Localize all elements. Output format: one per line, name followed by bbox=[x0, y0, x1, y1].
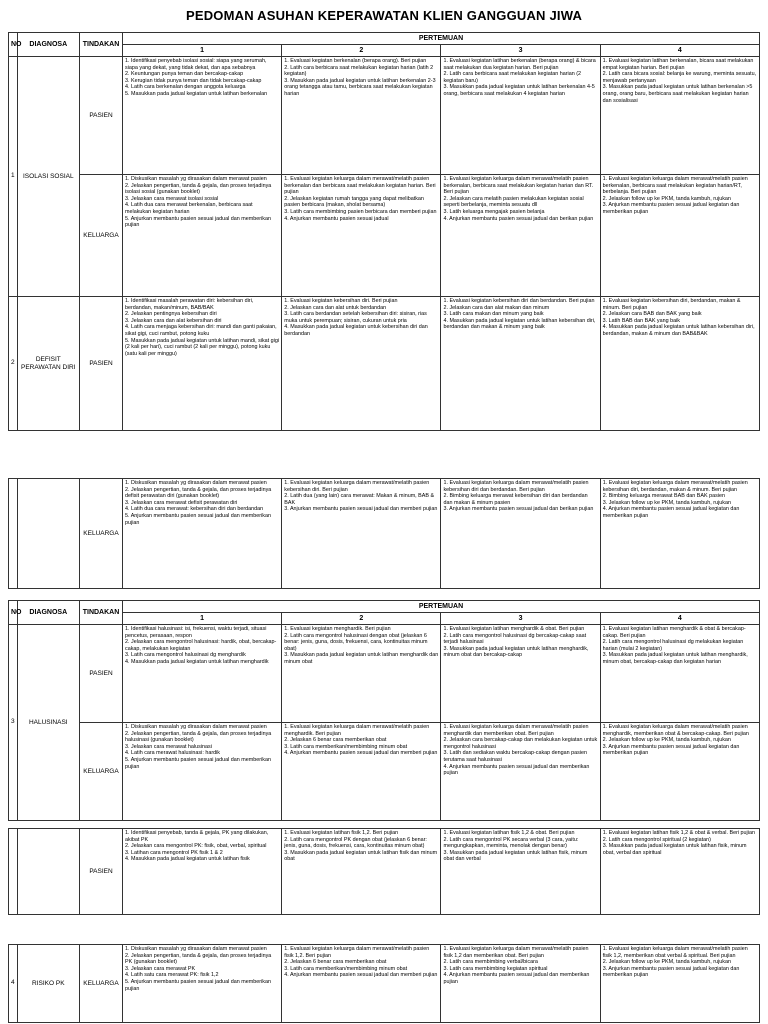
step-text: 2. Jelaskan cara melatih pasien melakukan kegiatan sosial seperti berbelanja, meminta sesuatu dll bbox=[443, 195, 584, 209]
step-text: 2. Jelaskan kegiatan rumah tangga yang dapat melibatkan pasien berbicara (makan, sholat bersama) bbox=[284, 195, 424, 209]
step-text: 2. Latih cara berbicara saat melakukan kegiatan harian (2 kegiatan baru) bbox=[443, 71, 581, 84]
meeting-cell bbox=[441, 479, 600, 589]
meeting-cell bbox=[282, 175, 441, 297]
step-text: 1. Evaluasi kegiatan kebersihan diri, berdandan, makan & minum. Beri pujian bbox=[602, 298, 741, 311]
step-text: 1. Evaluasi kegiatan latihan menghardik & obat & bercakap-cakap. Beri pujian bbox=[602, 626, 746, 639]
step-text: 1. Evaluasi kegiatan keluarga dalam merawat/melatih pasien kebersihan diri dan berdandan. Beri pujian bbox=[443, 480, 589, 493]
step-text: 2. Jelaskan 6 benar cara memberikan obat bbox=[284, 959, 387, 966]
table-isolasi-defisit bbox=[8, 32, 760, 431]
step-text: 3. Masukkan pada jadual kegiatan untuk latihan menghardik dan minum obat bbox=[284, 652, 439, 665]
step-text: 1. Evaluasi kegiatan berkenalan (berapa orang). Beri pujian bbox=[284, 58, 427, 64]
diagnosis-label: HALUSINASI bbox=[17, 625, 79, 821]
step-text: 2. Jelaskan pengertian, tanda & gejala, dan proses terjadinya halusinasi (gunakan booklet) bbox=[125, 730, 272, 744]
step-text: 3. Masukkan pada jadual kegiatan untuk latihan berkenalan 4-5 orang, berbicara saat melakukan 4 kegiatan harian bbox=[443, 84, 595, 97]
step-text: 1. Identifikasi masalah perawatan diri: kebersihan diri, berdandan, makan/minum, BAB/BAK bbox=[125, 298, 254, 311]
step-text: 2. Jelaskan pengertian, tanda & gejala, dan proses terjadinya isolasi sosial (gunakan booklet) bbox=[125, 182, 272, 196]
step-text: 4. Latih satu cara merawat PK: fisik 1,2 bbox=[125, 972, 219, 979]
step-text: 2. Latih cara mengontrol halusinasi dg melakukan kegiatan harian (mulai 2 kegiatan) bbox=[602, 639, 744, 652]
meeting-cell bbox=[282, 625, 441, 723]
step-text: 1. Evaluasi kegiatan keluarga dalam merawat/melatih pasien fisik 1,2, memberikan obat verbal & spiritual. Beri pujian bbox=[602, 946, 748, 959]
step-text: 3. Latih cara membimbing kegiatan spiritual bbox=[443, 965, 548, 972]
table-row bbox=[9, 175, 760, 297]
meeting-cell bbox=[123, 479, 282, 589]
header-meeting-4: 4 bbox=[600, 45, 759, 57]
step-text: 3. Masukkan pada jadual kegiatan untuk latihan fisik dan minum obat bbox=[284, 849, 438, 863]
step-text: 1. Evaluasi kegiatan latihan fisik 1,2. Beri pujian bbox=[284, 830, 399, 836]
step-text: 1. Evaluasi kegiatan keluarga dalam merawat/melatih pasien berkenalan dan berbicara saat melakukan kegiatan harian. Beri pujian bbox=[284, 176, 436, 196]
step-text: 3. Latih keluarga mengajak pasien belanja bbox=[443, 208, 545, 215]
action-label: KELUARGA bbox=[79, 723, 122, 821]
step-text: 4. Anjurkan membantu pasien sesuai jadual dan memberi pujian bbox=[284, 750, 438, 757]
step-text: 2. Jelaskan pengertian, tanda & gejala, dan proses terjadinya PK (gunakan booklet) bbox=[125, 952, 272, 966]
step-text: 1. Identifikasi penyebab isolasi sosial: siapa yang serumah, siapa yang dekat, yang tidak dekat, dan apa sebabnya bbox=[125, 58, 267, 71]
step-text: 1. Identifikasi halusinasi: isi, frekuensi, waktu terjadi, situasi pencetus, perasaan, respon bbox=[125, 626, 267, 639]
step-text: 3. Anjurkan membantu pasien sesuai jadual dan berikan pujian bbox=[443, 506, 594, 513]
step-text: 3. Anjurkan membantu pasien sesuai jadual kegiatan dan memberikan pujian bbox=[602, 202, 740, 215]
step-text: 3. Anjurkan membantu pasien sesuai jadual dan memberi pujian bbox=[284, 506, 438, 513]
diagnosis-empty bbox=[17, 829, 79, 915]
step-text: 3. Latihan cara mengontrol PK fisik 1 & 2 bbox=[125, 849, 223, 856]
step-text: 4. Masukkan pada jadual kegiatan untuk latihan menghardik bbox=[125, 658, 269, 665]
step-text: 2. Bimbing keluarga merawat kebersihan diri dan berdandan dan makan & minum pasien bbox=[443, 493, 588, 506]
row-number-empty bbox=[9, 829, 18, 915]
step-text: 4. Anjurkan membantu pasien sesuai jadual dan berikan pujian bbox=[443, 215, 594, 222]
step-text: 4. Latih dua cara merawat berkenalan, berbicara saat melakukan kegiatan harian bbox=[125, 202, 253, 215]
meeting-cell bbox=[123, 945, 282, 1023]
step-text: 4. Anjurkan membantu pasien sesuai jadual bbox=[284, 215, 389, 222]
action-label: PASIEN bbox=[79, 57, 122, 175]
step-text: 3. Masukkan pada jadual kegiatan untuk latihan berkenalan >5 orang, orang baru, berbicara saat melakukan kegiatan harian dan sosialisasi bbox=[602, 84, 753, 104]
step-text: 2. Bimbing keluarga merawat BAB dan BAK pasien bbox=[602, 493, 725, 500]
step-text: 1. Evaluasi kegiatan keluarga dalam merawat/melatih pasien berkenalan, berbicara saat melakukan kegiatan harian dan RT. Beri pujian bbox=[443, 176, 594, 196]
meeting-cell bbox=[123, 297, 282, 431]
step-text: 3. Latih BAB dan BAK yang baik bbox=[602, 317, 680, 324]
step-text: 1. Evaluasi kegiatan latihan fisik 1,2 & obat & verbal. Beri pujian bbox=[602, 830, 755, 836]
header-meeting-3: 3 bbox=[441, 613, 600, 625]
table-row bbox=[9, 625, 760, 723]
step-text: 2. Latih cara berbicara saat melakukan kegiatan harian (latih 2 kegiatan) bbox=[284, 64, 434, 78]
meeting-cell bbox=[600, 175, 759, 297]
meeting-cell bbox=[600, 57, 759, 175]
step-text: 2. Latih cara mengontrol spiritual (2 kegiatan) bbox=[602, 836, 711, 843]
step-text: 2. Jelaskan cara bercakap-cakap dan melakukan kegiatan untuk mengontrol halusinasi bbox=[443, 737, 598, 750]
step-text: 2. Jelaskan follow up ke PKM, tanda kambuh, rujukan bbox=[602, 737, 731, 744]
meeting-cell bbox=[282, 829, 441, 915]
action-label: KELUARGA bbox=[79, 479, 122, 589]
step-text: 4. Masukkan pada jadual kegiatan untuk latihan fisik bbox=[125, 856, 250, 863]
header-pertemuan: PERTEMUAN bbox=[123, 33, 760, 45]
row-number: 4 bbox=[9, 945, 18, 1023]
step-text: 3. Anjurkan membantu pasien sesuai jadual kegiatan dan memberikan pujian bbox=[602, 743, 740, 757]
step-text: 1. Evaluasi kegiatan keluarga dalam merawat/melatih pasien fisik 1,2. Beri pujian bbox=[284, 946, 430, 959]
action-label: PASIEN bbox=[79, 625, 122, 723]
step-text: 4. Masukkan pada jadual kegiatan untuk latihan kebersihan diri, berdandan, makan & minum dan BAB&BAK bbox=[602, 324, 755, 337]
step-text: 1. Evaluasi kegiatan keluarga dalam merawat/melatih pasien fisik 1,2 dan memberikan obat. Beri pujian bbox=[443, 946, 589, 959]
step-text: 4. Masukkan pada jadual kegiatan untuk latihan kebersihan diri, berdandan dan makan & minum yang baik bbox=[443, 317, 596, 331]
step-text: 3. Latih cara memberikan/membimbing minum obat bbox=[284, 743, 408, 750]
step-text: 2. Latih dua (yang lain) cara merawat: Makan & minum, BAB & BAK bbox=[284, 493, 435, 506]
step-text: 4. Latih cara menjaga kebersihan diri: mandi dan ganti pakaian, sikat gigi, cuci rambut, potong kuku bbox=[125, 324, 277, 337]
header-tindakan: TINDAKAN bbox=[79, 601, 122, 625]
step-text: 2. Latih cara mengontrol halusinasi dg bercakap-cakap saat terjadi halusinasi bbox=[443, 632, 587, 646]
step-text: 1. Evaluasi kegiatan keluarga dalam merawat/melatih pasien berkenalan, berbicara saat melakukan kegiatan harian/RT, berbelanja. Beri pujian bbox=[602, 176, 748, 196]
meeting-cell bbox=[600, 479, 759, 589]
step-text: 1. Evaluasi kegiatan kebersihan diri dan berdandan. Beri pujian bbox=[443, 298, 595, 304]
action-label: PASIEN bbox=[79, 829, 122, 915]
meeting-cell bbox=[123, 175, 282, 297]
step-text: 1. Evaluasi kegiatan kebersihan diri. Beri pujian bbox=[284, 298, 398, 304]
meeting-cell bbox=[600, 829, 759, 915]
step-text: 2. Keuntungan punya teman dan bercakap-cakap bbox=[125, 71, 244, 78]
step-text: 2. Jelaskan cara BAB dan BAK yang baik bbox=[602, 311, 702, 318]
step-text: 2. Jelaskan follow up ke PKM, tanda kambuh, rujukan bbox=[602, 959, 731, 966]
table-halusinasi bbox=[8, 600, 760, 821]
meeting-cell bbox=[441, 625, 600, 723]
meeting-cell bbox=[123, 57, 282, 175]
step-text: 3. Masukkan pada jadual kegiatan untuk latihan fisik, minum obat, verbal dan spiritual bbox=[602, 843, 747, 856]
step-text: 1. Evaluasi kegiatan keluarga dalam merawat/melatih pasien menghardik, memberikan obat & bercakap-cakap. Beri pujian bbox=[602, 724, 749, 737]
step-text: 3. Jelaskan follow up ke PKM, tanda kambuh, rujukan bbox=[602, 499, 731, 506]
header-tindakan: TINDAKAN bbox=[79, 33, 122, 57]
meeting-cell bbox=[441, 829, 600, 915]
step-text: 2. Jelaskan pentingnya kebersihan diri bbox=[125, 311, 217, 318]
step-text: 3. Latih cara membimbing pasien berbicara dan memberi pujian bbox=[284, 208, 437, 215]
step-text: 4. Latih cara merawat halusinasi: hardik bbox=[125, 750, 220, 757]
meeting-cell bbox=[600, 723, 759, 821]
header-meeting-2: 2 bbox=[282, 45, 441, 57]
diagnosis-empty bbox=[17, 479, 79, 589]
meeting-cell bbox=[282, 723, 441, 821]
row-number: 2 bbox=[9, 297, 18, 431]
step-text: 3. Jelaskan cara merawat isolasi sosial bbox=[125, 195, 219, 202]
step-text: 1. Evaluasi kegiatan latihan berkenalan, bicara saat melakukan empat kegiatan harian. Beri pujian bbox=[602, 58, 754, 71]
step-text: 1. Evaluasi kegiatan keluarga dalam merawat/melatih pasien kebersihan diri, berdandan, makan & minum. Beri pujian bbox=[602, 480, 748, 493]
step-text: 4. Anjurkan membantu pasien sesuai jadual dan memberikan pujian bbox=[443, 972, 590, 985]
step-text: 3. Jelaskan cara dan alat kebersihan diri bbox=[125, 317, 222, 324]
step-text: 3. Latih cara memberikan/membimbing minum obat bbox=[284, 965, 408, 972]
step-text: 1. Identifikasi penyebab, tanda & gejala, PK yang dilakukan, akibat PK bbox=[125, 830, 269, 843]
step-text: 3. Latih cara makan dan minum yang baik bbox=[443, 311, 544, 318]
step-text: 5. Masukkan pada jadual kegiatan untuk latihan mandi, sikat gigi (2 kali per hari), cuci rambut (2 kali per minggu), potong kuku (satu kali per minggu) bbox=[125, 337, 280, 357]
step-text: 5. Anjurkan membantu pasien sesuai jadual dan memberikan pujian bbox=[125, 512, 271, 526]
step-text: 1. Diskusikan masalah yg dirasakan dalam merawat pasien bbox=[125, 946, 267, 952]
step-text: 2. Jelaskan cara dan alat untuk berdandan bbox=[284, 304, 387, 311]
step-text: 1. Evaluasi kegiatan menghardik. Beri pujian bbox=[284, 626, 391, 632]
meeting-cell bbox=[282, 945, 441, 1023]
step-text: 1. Evaluasi kegiatan latihan menghardik & obat. Beri pujian bbox=[443, 626, 585, 632]
step-text: 3. Masukkan pada jadual kegiatan untuk latihan menghardik, minum obat dan bercakap-cakap bbox=[443, 645, 589, 659]
header-meeting-3: 3 bbox=[441, 45, 600, 57]
step-text: 2. Latih cara membimbing verbal/bicara bbox=[443, 959, 538, 966]
step-text: 2. Latih cara mengontrol PK dengan obat (jelaskan 6 benar: jenis, guna, dosis, frekuensi, cara, kontinuitas minum obat) bbox=[284, 836, 427, 850]
meeting-cell bbox=[600, 945, 759, 1023]
meeting-cell bbox=[123, 723, 282, 821]
step-text: 3. Anjurkan membantu pasien sesuai jadual kegiatan dan memberikan pujian bbox=[602, 965, 740, 979]
meeting-cell bbox=[441, 723, 600, 821]
table-defisit-keluarga bbox=[8, 478, 760, 589]
header-diagnosa: DIAGNOSA bbox=[17, 33, 79, 57]
step-text: 1. Evaluasi kegiatan keluarga dalam merawat/melatih pasien menghardik. Beri pujian bbox=[284, 724, 430, 737]
step-text: 1. Diskusikan masalah yg dirasakan dalam merawat pasien bbox=[125, 724, 267, 730]
meeting-cell bbox=[441, 945, 600, 1023]
step-text: 3. Masukkan pada jadual kegiatan untuk latihan menghardik, minum obat, bercakap-cakap dan kegiatan harian bbox=[602, 652, 748, 665]
step-text: 5. Anjurkan membantu pasien sesuai jadual dan memberikan pujian bbox=[125, 978, 271, 992]
step-text: 2. Jelaskan 6 benar cara memberikan obat bbox=[284, 737, 387, 744]
row-number: 1 bbox=[9, 57, 18, 297]
step-text: 1. Diskusikan masalah yg dirasakan dalam merawat pasien bbox=[125, 176, 267, 182]
header-meeting-1: 1 bbox=[123, 613, 282, 625]
step-text: 4. Latih cara berkenalan dengan anggota keluarga bbox=[125, 84, 246, 91]
step-text: 2. Latih cara mengontrol halusinasi dengan obat (jelaskan 6 benar: jenis, guna, dosis, frekuensi, cara, kontinuitas minum obat) bbox=[284, 632, 428, 652]
step-text: 1. Evaluasi kegiatan keluarga dalam merawat/melatih pasien kebersihan diri. Beri pujian bbox=[284, 480, 430, 493]
meeting-cell bbox=[600, 297, 759, 431]
table-risiko-pk-keluarga bbox=[8, 944, 760, 1023]
diagnosis-label: ISOLASI SOSIAL bbox=[17, 57, 79, 297]
meeting-cell bbox=[600, 625, 759, 723]
step-text: 3. Latih cara mengontrol halusinasi dg menghardik bbox=[125, 652, 246, 659]
step-text: 4. Anjurkan membantu pasien sesuai jadual kegiatan dan memberikan pujian bbox=[602, 506, 740, 519]
diagnosis-label: RISIKO PK bbox=[17, 945, 79, 1023]
step-text: 3. Kerugian tidak punya teman dan tidak bercakap-cakap bbox=[125, 77, 262, 84]
diagnosis-label: DEFISIT PERAWATAN DIRI bbox=[17, 297, 79, 431]
row-number: 3 bbox=[9, 625, 18, 821]
meeting-cell bbox=[123, 625, 282, 723]
header-diagnosa: DIAGNOSA bbox=[17, 601, 79, 625]
step-text: 1. Evaluasi kegiatan keluarga dalam merawat/melatih pasien menghardik dan memberikan obat. Beri pujian bbox=[443, 724, 589, 737]
step-text: 3. Jelaskan cara merawat defisit perawatan diri bbox=[125, 499, 238, 506]
step-text: 2. Latih cara bicara sosial: belanja ke warung, meminta sesuatu, menjawab pertanyaan bbox=[602, 71, 757, 84]
step-text: 4. Anjurkan membantu pasien sesuai jadual dan memberi pujian bbox=[284, 972, 438, 979]
meeting-cell bbox=[441, 297, 600, 431]
step-text: 1. Evaluasi kegiatan latihan fisik 1,2 & obat. Beri pujian bbox=[443, 830, 575, 836]
step-text: 2. Jelaskan follow up ke PKM, tanda kambuh, rujukan bbox=[602, 195, 731, 202]
step-text: 2. Latih cara mengontrol PK secara verbal (3 cara, yaitu: mengungkapkan, meminta, menolak dengan benar) bbox=[443, 836, 579, 850]
meeting-cell bbox=[282, 297, 441, 431]
meeting-cell bbox=[123, 829, 282, 915]
step-text: 5. Anjurkan membantu pasien sesuai jadual dan memberikan pujian bbox=[125, 756, 271, 770]
step-text: 5. Anjurkan membantu pasien sesuai jadual dan memberikan pujian bbox=[125, 215, 271, 229]
step-text: 2. Jelaskan pengertian, tanda & gejala, dan proses terjadinya defisit perawatan diri (gunakan booklet) bbox=[125, 486, 272, 500]
step-text: 5. Masukkan pada jadual kegiatan untuk latihan berkenalan bbox=[125, 90, 268, 97]
header-meeting-2: 2 bbox=[282, 613, 441, 625]
table-row bbox=[9, 297, 760, 431]
header-no: NO bbox=[9, 33, 18, 57]
table-row bbox=[9, 57, 760, 175]
page-title: PEDOMAN ASUHAN KEPERAWATAN KLIEN GANGGUAN JIWA bbox=[185, 8, 583, 23]
step-text: 2. Jelaskan cara mengontrol halusinasi: hardik, obat, bercakap-cakap, melakukan kegiatan bbox=[125, 639, 277, 652]
step-text: 4. Latih dua cara merawat: kebersihan diri dan berdandan bbox=[125, 506, 264, 513]
row-number-empty bbox=[9, 479, 18, 589]
step-text: 2. Jelaskan cara dan alat makan dan minum bbox=[443, 304, 550, 311]
meeting-cell bbox=[441, 175, 600, 297]
table-risiko-pk-pasien bbox=[8, 828, 760, 915]
table-row bbox=[9, 945, 760, 1023]
header-meeting-4: 4 bbox=[600, 613, 759, 625]
action-label: PASIEN bbox=[79, 297, 122, 431]
step-text: 4. Masukkan pada jadual kegiatan untuk kebersihan diri dan berdandan bbox=[284, 324, 428, 337]
table-row bbox=[9, 479, 760, 589]
step-text: 1. Evaluasi kegiatan latihan berkenalan (berapa orang) & bicara saat melakukan dua kegiatan harian. Beri pujian bbox=[443, 58, 596, 71]
step-text: 3. Masukkan pada jadual kegiatan untuk latihan berkenalan 2-3 orang tetangga atau tamu, berbicara saat melakukan kegiatan harian bbox=[284, 77, 436, 97]
step-text: 3. Latih dan sediakan waktu bercakap-cakap dengan pasien terutama saat halusinasi bbox=[443, 750, 588, 763]
action-label: KELUARGA bbox=[79, 175, 122, 297]
step-text: 3. Masukkan pada jadual kegiatan untuk latihan fisik, minum obat dan verbal bbox=[443, 849, 588, 863]
action-label: KELUARGA bbox=[79, 945, 122, 1023]
table-row bbox=[9, 829, 760, 915]
meeting-cell bbox=[441, 57, 600, 175]
step-text: 3. Latih cara berdandan setelah kebersihan diri: sisiran, rias muka untuk perempuan; sisiran, cukuran untuk pria bbox=[284, 311, 427, 324]
header-pertemuan: PERTEMUAN bbox=[123, 601, 760, 613]
step-text: 1. Diskusikan masalah yg dirasakan dalam merawat pasien bbox=[125, 480, 267, 486]
meeting-cell bbox=[282, 479, 441, 589]
table-row bbox=[9, 723, 760, 821]
header-meeting-1: 1 bbox=[123, 45, 282, 57]
header-no: NO bbox=[9, 601, 18, 625]
step-text: 4. Anjurkan membantu pasien sesuai jadual dan memberikan pujian bbox=[443, 763, 590, 777]
step-text: 2. Jelaskan cara mengontrol PK: fisik, obat, verbal, spiritual bbox=[125, 843, 267, 850]
meeting-cell bbox=[282, 57, 441, 175]
step-text: 3. Jelaskan cara merawat PK bbox=[125, 965, 196, 972]
step-text: 3. Jelaskan cara merawat halusinasi bbox=[125, 743, 212, 750]
